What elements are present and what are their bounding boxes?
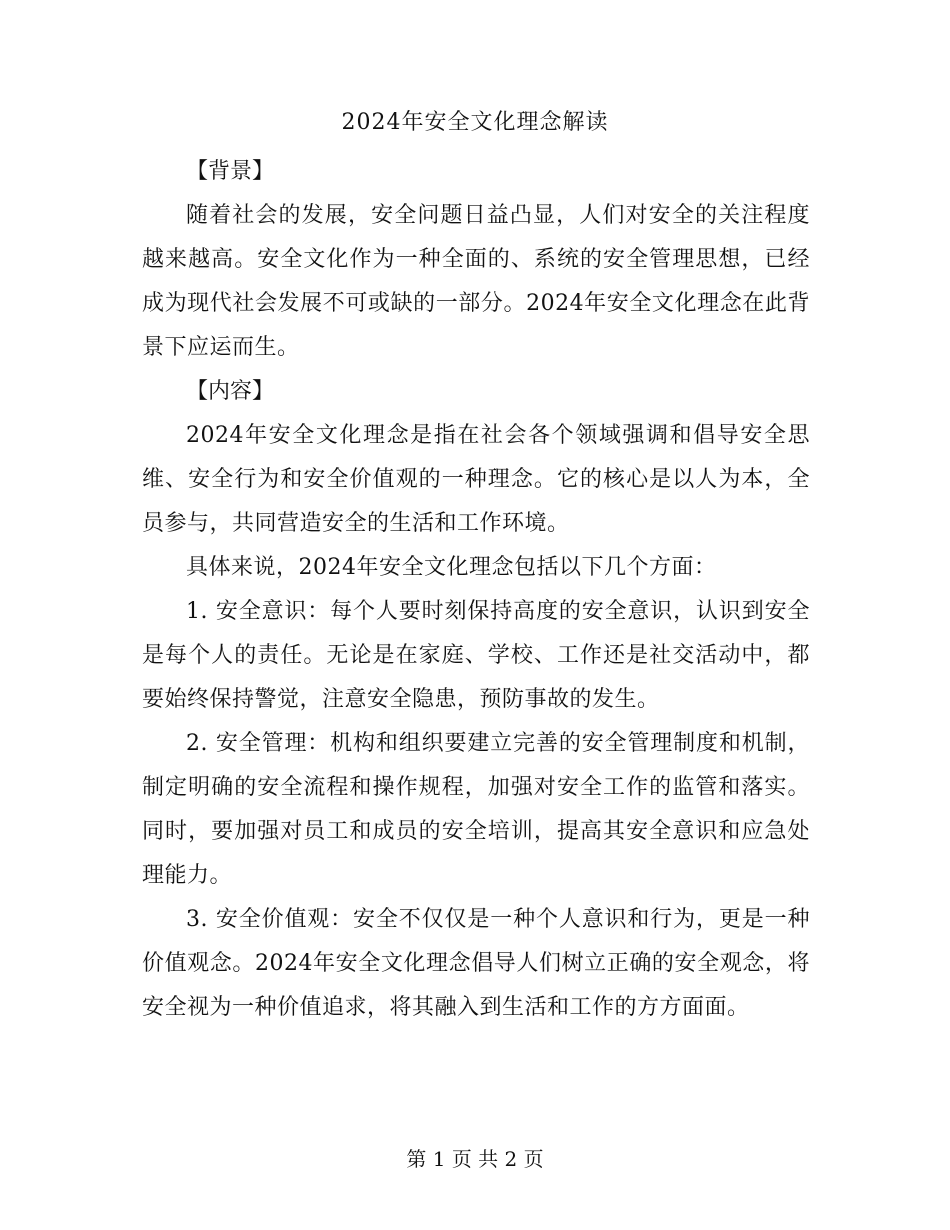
paragraph-content-intro: 2024年安全文化理念是指在社会各个领域强调和倡导安全思维、安全行为和安全价值观的一种理念。它的核心是以人为本，全员参与，共同营造安全的生活和工作环境。 bbox=[142, 423, 810, 536]
section-heading-background: 【背景】 bbox=[186, 159, 275, 184]
document-title: 2024年安全文化理念解读 bbox=[341, 110, 609, 135]
document-body bbox=[142, 150, 810, 1030]
list-item-safety-awareness: 1. 安全意识：每个人要时刻保持高度的安全意识，认识到安全是每个人的责任。无论是在家庭、学校、工作还是社交活动中，都要始终保持警觉，注意安全隐患，预防事故的发生。 bbox=[142, 599, 810, 712]
list-item-safety-values: 3. 安全价值观：安全不仅仅是一种个人意识和行为，更是一种价值观念。2024年安全文化理念倡导人们树立正确的安全观念，将安全视为一种价值追求，将其融入到生活和工作的方方面面。 bbox=[142, 907, 810, 1020]
paragraph-content-aspects-lead: 具体来说，2024年安全文化理念包括以下几个方面： bbox=[186, 555, 717, 580]
paragraph-background: 随着社会的发展，安全问题日益凸显，人们对安全的关注程度越来越高。安全文化作为一种全面的、系统的安全管理思想，已经成为现代社会发展不可或缺的一部分。2024年安全文化理念在此背景下应运而生。 bbox=[142, 203, 810, 360]
page-footer bbox=[0, 1144, 950, 1174]
list-item-safety-management: 2. 安全管理：机构和组织要建立完善的安全管理制度和机制，制定明确的安全流程和操作规程，加强对安全工作的监管和落实。同时，要加强对员工和成员的安全培训，提高其安全意识和应急处理能力。 bbox=[142, 731, 810, 888]
page-number-indicator: 第 1 页 共 2 页 bbox=[406, 1147, 544, 1171]
section-heading-content: 【内容】 bbox=[186, 379, 275, 404]
